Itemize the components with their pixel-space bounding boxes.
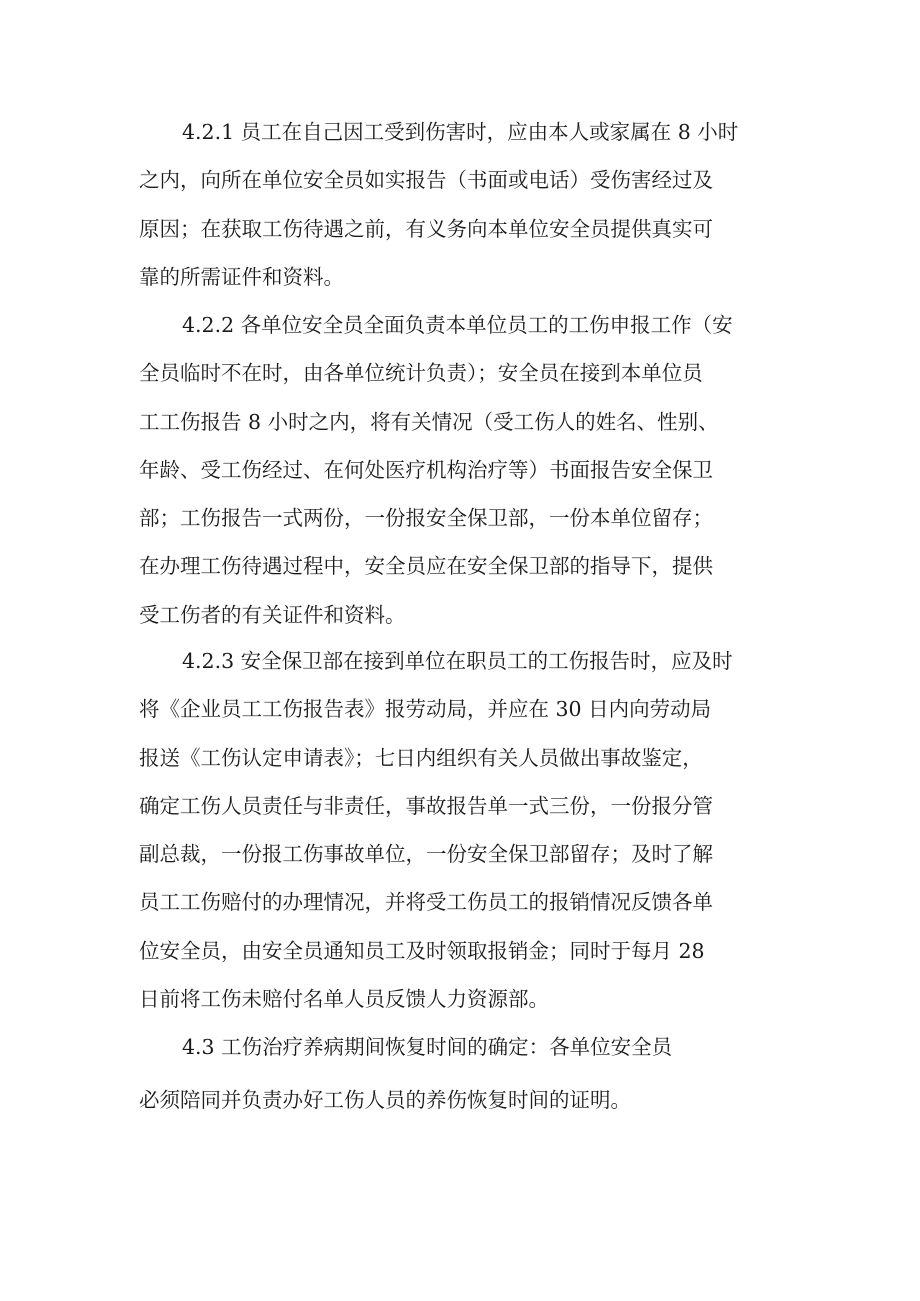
- text-line: 将《企业员工工伤报告表》报劳动局，并应在 30 日内向劳动局: [139, 697, 712, 722]
- text-line: 全员临时不在时，由各单位统计负责）；安全员在接到本单位员: [139, 361, 703, 386]
- paragraph-4-3: [139, 1021, 672, 1127]
- text-line: 部；工伤报告一式两份，一份报安全保卫部，一份本单位留存；: [139, 506, 713, 531]
- text-line: 4.2.1 员工在自己因工受到伤害时，应由本人或家属在 8 小时: [182, 120, 739, 144]
- paragraph-4-2-1: [139, 108, 738, 301]
- text-line: 确定工伤人员责任与非责任，事故报告单一式三份，一份报分管: [139, 793, 713, 818]
- text-line: 必须陪同并负责办好工伤人员的养伤恢复时间的证明。: [139, 1088, 631, 1112]
- text-line: 靠的所需证件和资料。: [139, 264, 344, 289]
- text-line: 受工伤者的有关证件和资料。: [139, 602, 406, 627]
- text-line: 日前将工伤未赔付名单人员反馈人力资源部。: [139, 987, 549, 1012]
- text-line: 4.2.2 各单位安全员全面负责本单位员工的工伤申报工作（安: [182, 313, 733, 337]
- text-line: 之内，向所在单位安全员如实报告（书面或电话）受伤害经过及: [139, 168, 713, 193]
- text-line: 原因；在获取工伤待遇之前，有义务向本单位安全员提供真实可: [139, 216, 713, 241]
- text-line: 在办理工伤待遇过程中，安全员应在安全保卫部的指导下，提供: [139, 554, 713, 579]
- text-line: 报送《工伤认定申请表》；七日内组织有关人员做出事故鉴定，: [139, 745, 703, 770]
- paragraph-4-2-3: [139, 637, 733, 1023]
- paragraph-4-2-2: [139, 301, 733, 639]
- text-line: 位安全员，由安全员通知员工及时领取报销金；同时于每月 28: [139, 938, 705, 963]
- text-line: 工工伤报告 8 小时之内，将有关情况（受工伤人的姓名、性别、: [139, 409, 719, 434]
- text-line: 4.3 工伤治疗养病期间恢复时间的确定：各单位安全员: [182, 1035, 673, 1059]
- text-line: 员工工伤赔付的办理情况，并将受工伤员工的报销情况反馈各单: [139, 890, 713, 915]
- text-line: 年龄、受工伤经过、在何处医疗机构治疗等）书面报告安全保卫: [139, 457, 713, 482]
- text-line: 副总裁，一份报工伤事故单位，一份安全保卫部留存；及时了解: [139, 842, 713, 867]
- text-line: 4.2.3 安全保卫部在接到单位在职员工的工伤报告时，应及时: [182, 649, 733, 673]
